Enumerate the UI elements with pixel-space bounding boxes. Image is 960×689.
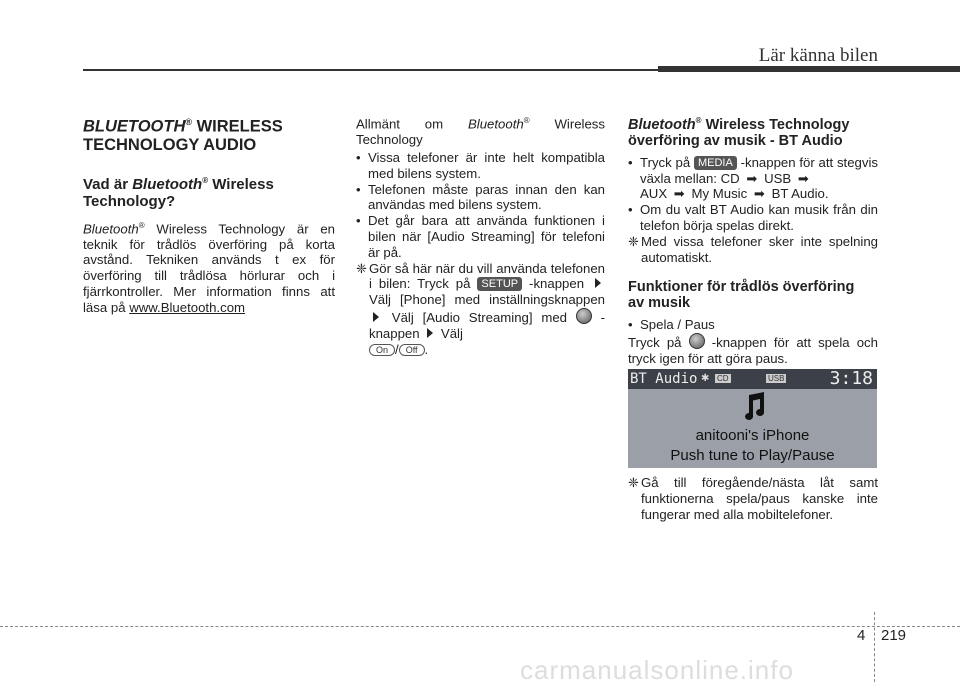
media-badge: MEDIA <box>694 156 737 170</box>
arrow-right-icon <box>373 312 379 322</box>
arrow-right-icon <box>427 328 433 338</box>
column-2 <box>356 113 605 357</box>
subsection-title: Vad är Bluetooth® Wireless Technology? <box>83 175 274 210</box>
compat-note-wrap <box>628 475 878 522</box>
bt-audio-bullets <box>628 155 878 234</box>
section-title: BLUETOOTH® WIRELESS TECHNOLOGY AUDIO <box>83 117 283 154</box>
chapter-number: 4 <box>857 627 866 644</box>
display-mode-label: BT Audio <box>630 371 698 387</box>
bt-audio-display <box>628 369 877 468</box>
usb-indicator: USB <box>768 374 785 383</box>
list-item: • Om du valt BT Audio kan musik från din telefon börja spelas direkt. <box>628 202 878 234</box>
general-bullets <box>356 150 605 261</box>
cd-indicator: CD <box>717 374 729 383</box>
compat-note: ❈ Gå till föregående/nästa låt samt funktionerna spela/paus kanske inte fungerar med alla mobiltelefoner. <box>628 475 878 522</box>
off-pill: Off <box>399 344 425 356</box>
list-item: • Tryck på MEDIA -knappen för att stegvis växla mellan: CD ➡ USB ➡ AUX ➡ My Music ➡ BT Audio. <box>628 155 878 202</box>
bluetooth-link[interactable]: www.Bluetooth.com <box>129 299 246 315</box>
on-pill: On <box>369 344 395 356</box>
footer-separator <box>874 612 876 682</box>
arrow-icon: ➡ <box>797 170 809 186</box>
list-item: • Det går bara att använda funktionen i bilen när [Audio Streaming] för telefoni är på. <box>356 213 605 260</box>
general-intro: Allmänt om Bluetooth® Wireless Technology <box>356 116 605 148</box>
list-item: • Spela / Paus <box>628 317 878 333</box>
list-item: • Vissa telefoner är inte helt kompatibla med bilens system. <box>356 150 605 182</box>
column-1 <box>83 113 335 316</box>
tune-knob-icon <box>576 308 592 324</box>
music-note-icon <box>740 391 766 421</box>
bt-audio-title: Bluetooth® Wireless Technology överföring av musik - BT Audio <box>628 116 850 149</box>
intro-paragraph: Bluetooth® Wireless Technology är en teknik för trådlös överföring på korta avstånd. Tekniken används t ex för överföring till trådlösa hörlurar och i fjärrkontroller. Mer information finns att läsa på www.Bluetooth.com <box>83 220 335 315</box>
display-hint: Push tune to Play/Pause <box>670 447 835 464</box>
arrow-right-icon <box>595 278 601 288</box>
bluetooth-icon: ✱ <box>701 373 710 384</box>
wireless-functions-title: Funktioner för trådlös överföring av musik <box>628 279 855 312</box>
display-clock: 3:18 <box>829 368 873 389</box>
page-number: 219 <box>881 627 907 644</box>
column-3 <box>628 113 878 367</box>
arrow-icon: ➡ <box>746 170 758 186</box>
play-pause-bullets <box>628 317 878 333</box>
usage-note: ❈ Gör så här när du vill använda telefonen i bilen: Tryck på SETUP -knappen Välj [Phone] med inställningsknappen Välj [Audio Streaming] med -knappen Välj On / Off . <box>356 260 606 357</box>
display-device-name: anitooni's iPhone <box>695 427 810 444</box>
footer-rule <box>0 626 960 628</box>
play-pause-paragraph: Tryck på -knappen för att spela och tryck igen för att göra paus. <box>628 335 878 366</box>
list-item: • Telefonen måste paras innan den kan användas med bilens system. <box>356 182 605 214</box>
watermark: carmanualsonline.info <box>520 655 794 685</box>
setup-badge: SETUP <box>477 277 522 291</box>
note-mark: ❈ <box>356 260 368 276</box>
tune-knob-icon <box>689 333 705 349</box>
arrow-icon: ➡ <box>673 186 685 202</box>
autoplay-note: ❈ Med vissa telefoner sker inte spelning automatiskt. <box>628 233 878 265</box>
arrow-icon: ➡ <box>753 186 765 202</box>
page-header-title: Lär känna bilen <box>758 45 878 66</box>
